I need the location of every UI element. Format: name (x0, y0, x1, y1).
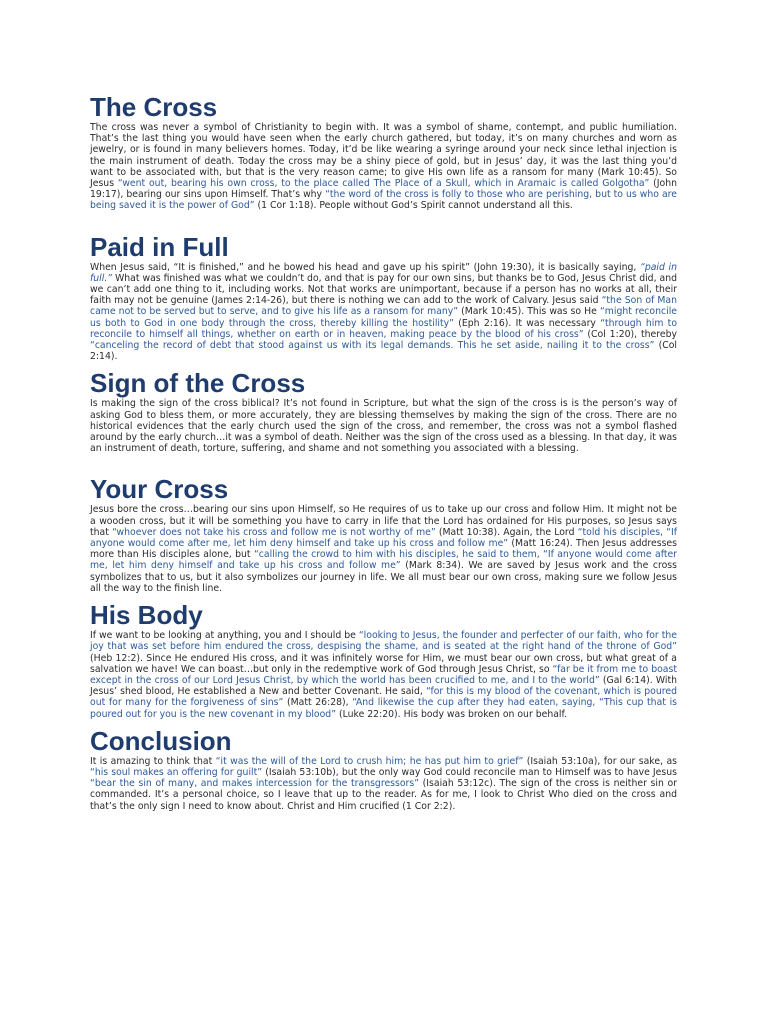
scripture-quote: “the Son of Man came not to be served but to serve, and to give his life as a ransom for many” (90, 295, 677, 318)
body-text: What was finished was what we couldn’t do, and that is pay for our own sins, but thanks be to God, Jesus Christ did, and we can’t add one thing to it, including works. Not that works are unimportant, because if a person has no works at all, their faith may not be genuine (James 2:14-26), but there is nothing we can add to the work of Calvary. Jesus said (90, 272, 677, 307)
body-text: (Isaiah 53:10b), but the only way God could reconcile man to Himself was to have Jesus (262, 766, 677, 778)
body-text: (1 Cor 1:18). People without God’s Spirit cannot understand all this. (254, 200, 573, 212)
scripture-quote: “his soul makes an offering for guilt” (90, 766, 263, 778)
scripture-quote: “through him to reconcile to himself all things, whether on earth or in heaven, making peace by the blood of his cross” (90, 317, 678, 340)
body-text: It is amazing to think that (90, 755, 216, 767)
scripture-quote: “paid in full.” (90, 261, 677, 284)
body-text: (Col 2:14). (90, 340, 677, 363)
body-text: The cross was never a symbol of Christianity to begin with. It was a symbol of shame, contempt, and public humiliation. That’s the last thing you would have seen when the early church gathered, but today, it’s on many churches and worn as jewelry, or is found in many believers homes. Today, it’d be like wearing a syringe around your neck since lethal injection is the main instrument of death. Today the cross may be a shiny piece of gold, but in Jesus’ day, it was the last thing you’d want to be associated with, but that is the very reason came; to give His own life as a ransom for many (Mark 10:45). So Jesus (90, 122, 677, 190)
article-content (90, 92, 677, 812)
section-heading-paid-in-full: Paid in Full (90, 231, 229, 262)
section-body-conclusion (90, 756, 677, 812)
scripture-quote: “whoever does not take his cross and follow me is not worthy of me” (112, 526, 436, 538)
body-text: (Eph 2:16). It was necessary (453, 317, 601, 329)
body-text: (Mark 8:34). We are saved by Jesus work and the cross symbolizes that to us, but it also symbolizes our journey in life. We all must bear our own cross, making sure we follow Jesus all the way to the finish line. (90, 560, 677, 594)
body-text: (Col 1:20), thereby (583, 328, 677, 340)
scripture-quote: “told his disciples, “If anyone would come after me, let him deny himself and take up his cross and follow me” (90, 526, 677, 550)
section-body-his-body (90, 630, 677, 720)
section-heading-sign-of-the-cross: Sign of the Cross (90, 368, 306, 399)
scripture-quote: “canceling the record of debt that stood against us with its legal demands. This he set aside, nailing it to the cross” (90, 340, 655, 352)
section-body-paid-in-full (90, 262, 677, 363)
body-text: (Matt 16:24). Then Jesus addresses more than His disciples alone, but (90, 538, 677, 561)
body-text: Jesus bore the cross…bearing our sins upon Himself, so He requires of us to take up our cross and follow Him. It might not be a wooden cross, but it will be something you have to carry in life that the Lord has ordained for His purposes, so Jesus says that (90, 504, 677, 538)
section-heading-conclusion: Conclusion (90, 725, 232, 756)
body-text: (Luke 22:20). His body was broken on our behalf. (336, 708, 568, 720)
body-text: (Gal 6:14). With Jesus’ shed blood, He established a New and better Covenant. He said, (90, 674, 677, 698)
body-text: (Matt 10:38). Again, the Lord (435, 526, 578, 538)
scripture-quote: “looking to Jesus, the founder and perfecter of our faith, who for the joy that was set before him endured the cross, despising the shame, and is seated at the right hand of the throne of God” (90, 630, 677, 653)
section-body-the-cross (90, 122, 677, 212)
scripture-quote: “the word of the cross is folly to those who are perishing, but to us who are being saved it is the power of God” (90, 189, 677, 212)
body-text: If we want to be looking at anything, you and I should be (90, 630, 359, 642)
scripture-quote: “for this is my blood of the covenant, which is poured out for many for the forgiveness of sins” (90, 686, 677, 709)
scripture-quote: “bear the sin of many, and makes intercession for the transgressors” (90, 778, 420, 790)
body-text: (Isaiah 53:10a), for our sake, as (523, 755, 677, 767)
body-text: (John 19:17), bearing our sins upon Himself. That’s why (90, 178, 677, 201)
scripture-quote: “might reconcile us both to God in one body through the cross, thereby killing the hostility” (90, 306, 677, 329)
scripture-quote: “calling the crowd to him with his disciples, he said to them, “If anyone would come after me, let him deny himself and take up his cross and follow me” (90, 549, 677, 572)
scripture-quote: “far be it from me to boast except in the cross of our Lord Jesus Christ, by which the world has been crucified to me, and I to the world” (90, 663, 677, 686)
body-text: (Matt 26:28), (283, 697, 353, 709)
section-body-sign-of-the-cross (90, 398, 677, 454)
body-text: (Mark 10:45). This was so He (458, 306, 600, 318)
scripture-quote: “it was the will of the Lord to crush him; he has put him to grief” (215, 755, 524, 767)
section-heading-the-cross: The Cross (90, 92, 218, 122)
section-heading-his-body: His Body (90, 600, 203, 631)
scripture-quote: “went out, bearing his own cross, to the place called The Place of a Skull, which in Aramaic is called Golgotha” (117, 178, 650, 190)
section-body-your-cross (90, 504, 677, 594)
body-text: When Jesus said, “It is finished,” and he bowed his head and gave up his spirit” (John 19:30), it is basically saying, (90, 261, 640, 273)
section-heading-your-cross: Your Cross (90, 474, 229, 505)
scripture-quote: “And likewise the cup after they had eaten, saying, “This cup that is poured out for you is the new covenant in my blood” (90, 697, 677, 720)
body-text: (Heb 12:2). Since He endured His cross, and it was infinitely worse for Him, we must bear our own cross, but what great of a salvation we have! We can boast…but only in the redemptive work of God through Jesus Christ, so (90, 652, 677, 675)
body-text: (Isaiah 53:12c). The sign of the cross is neither sin or commanded. It’s a personal choice, so I leave that up to the reader. As for me, I look to Christ Who died on the cross and that’s the only sign I need to know about. Christ and Him crucified (1 Cor 2:2). (90, 778, 677, 812)
body-text: Is making the sign of the cross biblical? It’s not found in Scripture, but what the sign of the cross is is the person’s way of asking God to bless them, or more accurately, they are blessing themselves by making the sign of the cross. There are no historical evidences that the early church used the sign of the cross, and remember, the cross was not a symbol flashed around by the early church…it was a symbol of death. Neither was the sign of the cross used as a blessing. In that day, it was an instrument of death, torture, suffering, and shame and not something you associated with a blessing. (90, 398, 677, 455)
